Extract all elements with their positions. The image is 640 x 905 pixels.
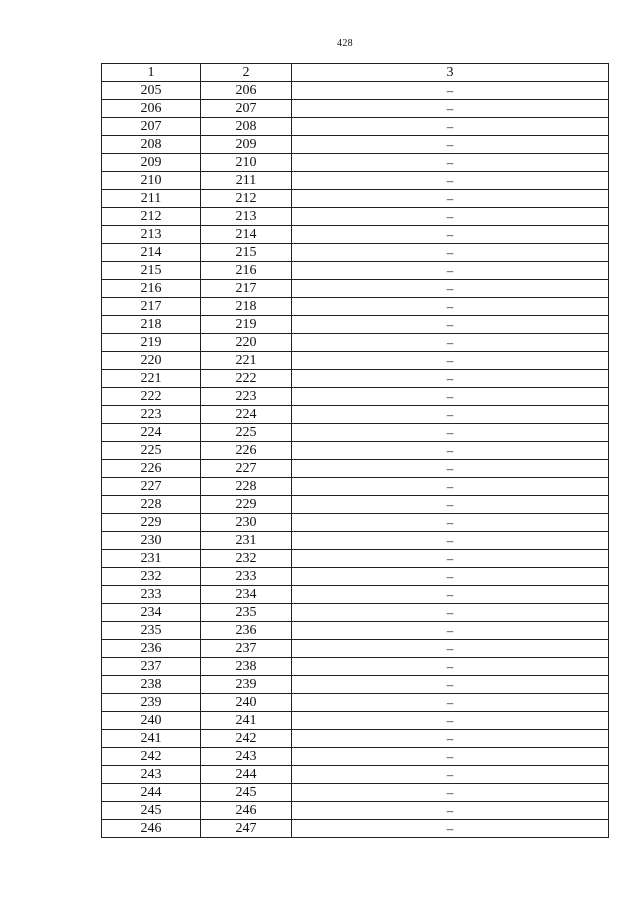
- table-cell-col2: 210: [201, 154, 292, 172]
- table-cell-col1: 215: [102, 262, 201, 280]
- table-cell-col3: –: [292, 514, 609, 532]
- table-row: [102, 820, 609, 838]
- table-row: [102, 370, 609, 388]
- table-cell-col1: 212: [102, 208, 201, 226]
- table-cell-col1: 208: [102, 136, 201, 154]
- table-cell-col2: 241: [201, 712, 292, 730]
- table-cell-col2: 244: [201, 766, 292, 784]
- table-row: [102, 460, 609, 478]
- table-cell-col1: 210: [102, 172, 201, 190]
- table-row: [102, 226, 609, 244]
- table-cell-col1: 243: [102, 766, 201, 784]
- table-row: [102, 118, 609, 136]
- table-row: [102, 478, 609, 496]
- table-cell-col2: 224: [201, 406, 292, 424]
- table-row: [102, 190, 609, 208]
- table-cell-col1: 242: [102, 748, 201, 766]
- table-cell-col1: 225: [102, 442, 201, 460]
- table-row: [102, 208, 609, 226]
- table-cell-col1: 246: [102, 820, 201, 838]
- table-cell-col2: 245: [201, 784, 292, 802]
- table-cell-col3: –: [292, 262, 609, 280]
- column-header-1: 1: [102, 64, 201, 82]
- table-cell-col2: 227: [201, 460, 292, 478]
- column-header-2: 2: [201, 64, 292, 82]
- table-row: [102, 730, 609, 748]
- table-cell-col3: –: [292, 352, 609, 370]
- table-row: [102, 676, 609, 694]
- table-cell-col2: 221: [201, 352, 292, 370]
- table-cell-col3: –: [292, 586, 609, 604]
- table-cell-col1: 221: [102, 370, 201, 388]
- table-cell-col3: –: [292, 334, 609, 352]
- table-cell-col2: 207: [201, 100, 292, 118]
- table-cell-col2: 238: [201, 658, 292, 676]
- table-cell-col3: –: [292, 622, 609, 640]
- table-cell-col1: 244: [102, 784, 201, 802]
- table-row: [102, 496, 609, 514]
- table-cell-col3: –: [292, 424, 609, 442]
- table-cell-col1: 232: [102, 568, 201, 586]
- table-cell-col1: 227: [102, 478, 201, 496]
- table-cell-col1: 230: [102, 532, 201, 550]
- table-row: [102, 568, 609, 586]
- table-cell-col2: 223: [201, 388, 292, 406]
- table-row: [102, 100, 609, 118]
- header-row: [102, 64, 609, 82]
- table-cell-col3: –: [292, 82, 609, 100]
- table-cell-col1: 213: [102, 226, 201, 244]
- table-row: [102, 694, 609, 712]
- table-cell-col2: 246: [201, 802, 292, 820]
- table-cell-col2: 232: [201, 550, 292, 568]
- table-cell-col2: 219: [201, 316, 292, 334]
- table-cell-col3: –: [292, 694, 609, 712]
- table-cell-col3: –: [292, 658, 609, 676]
- table-row: [102, 298, 609, 316]
- table-row: [102, 424, 609, 442]
- table-cell-col3: –: [292, 820, 609, 838]
- table-cell-col2: 214: [201, 226, 292, 244]
- table-row: [102, 802, 609, 820]
- table-row: [102, 748, 609, 766]
- table-cell-col1: 233: [102, 586, 201, 604]
- table-row: [102, 622, 609, 640]
- table-cell-col3: –: [292, 496, 609, 514]
- table-cell-col1: 229: [102, 514, 201, 532]
- table-cell-col1: 239: [102, 694, 201, 712]
- table-cell-col1: 237: [102, 658, 201, 676]
- table-row: [102, 172, 609, 190]
- table-cell-col3: –: [292, 568, 609, 586]
- table-cell-col3: –: [292, 676, 609, 694]
- table-cell-col2: 217: [201, 280, 292, 298]
- table-row: [102, 388, 609, 406]
- table-cell-col1: 211: [102, 190, 201, 208]
- table-row: [102, 784, 609, 802]
- table-cell-col2: 222: [201, 370, 292, 388]
- table-row: [102, 406, 609, 424]
- table-cell-col3: –: [292, 316, 609, 334]
- table-row: [102, 154, 609, 172]
- table-cell-col3: –: [292, 208, 609, 226]
- table-cell-col2: 236: [201, 622, 292, 640]
- table-row: [102, 766, 609, 784]
- table-cell-col3: –: [292, 154, 609, 172]
- table-cell-col2: 237: [201, 640, 292, 658]
- column-header-3: 3: [292, 64, 609, 82]
- table-cell-col2: 231: [201, 532, 292, 550]
- table-row: [102, 82, 609, 100]
- table-cell-col1: 216: [102, 280, 201, 298]
- table-cell-col3: –: [292, 136, 609, 154]
- table-cell-col1: 238: [102, 676, 201, 694]
- table-cell-col3: –: [292, 118, 609, 136]
- table-cell-col1: 241: [102, 730, 201, 748]
- table-cell-col3: –: [292, 406, 609, 424]
- table-header: [102, 64, 609, 82]
- table-cell-col1: 226: [102, 460, 201, 478]
- table-row: [102, 442, 609, 460]
- table-cell-col1: 240: [102, 712, 201, 730]
- table-cell-col3: –: [292, 226, 609, 244]
- table-body: [102, 82, 609, 838]
- table-cell-col1: 228: [102, 496, 201, 514]
- table-row: [102, 352, 609, 370]
- table-row: [102, 712, 609, 730]
- table-cell-col3: –: [292, 604, 609, 622]
- data-table: [101, 63, 609, 838]
- table-cell-col2: 218: [201, 298, 292, 316]
- table-cell-col3: –: [292, 784, 609, 802]
- table-cell-col3: –: [292, 100, 609, 118]
- table-cell-col3: –: [292, 532, 609, 550]
- table-cell-col3: –: [292, 550, 609, 568]
- table-cell-col3: –: [292, 802, 609, 820]
- table-cell-col2: 225: [201, 424, 292, 442]
- table-cell-col2: 213: [201, 208, 292, 226]
- table-cell-col2: 242: [201, 730, 292, 748]
- table-cell-col2: 211: [201, 172, 292, 190]
- table-row: [102, 658, 609, 676]
- table-cell-col3: –: [292, 280, 609, 298]
- table-cell-col2: 226: [201, 442, 292, 460]
- table-cell-col2: 215: [201, 244, 292, 262]
- table-cell-col3: –: [292, 172, 609, 190]
- table-cell-col3: –: [292, 190, 609, 208]
- table-cell-col2: 233: [201, 568, 292, 586]
- table-cell-col2: 212: [201, 190, 292, 208]
- table-cell-col3: –: [292, 370, 609, 388]
- table-cell-col1: 209: [102, 154, 201, 172]
- table-row: [102, 550, 609, 568]
- table-cell-col1: 222: [102, 388, 201, 406]
- table-cell-col1: 236: [102, 640, 201, 658]
- table-row: [102, 334, 609, 352]
- table-cell-col2: 234: [201, 586, 292, 604]
- table-cell-col3: –: [292, 478, 609, 496]
- table-row: [102, 532, 609, 550]
- table-cell-col1: 219: [102, 334, 201, 352]
- table-cell-col1: 235: [102, 622, 201, 640]
- table-cell-col2: 228: [201, 478, 292, 496]
- table-cell-col1: 218: [102, 316, 201, 334]
- table-row: [102, 640, 609, 658]
- table-cell-col3: –: [292, 640, 609, 658]
- page-number: 428: [337, 38, 353, 49]
- table-cell-col1: 231: [102, 550, 201, 568]
- table-cell-col3: –: [292, 442, 609, 460]
- table-cell-col1: 205: [102, 82, 201, 100]
- table-cell-col1: 220: [102, 352, 201, 370]
- table-cell-col1: 207: [102, 118, 201, 136]
- table-cell-col2: 243: [201, 748, 292, 766]
- table-row: [102, 586, 609, 604]
- table-cell-col2: 247: [201, 820, 292, 838]
- table-cell-col2: 220: [201, 334, 292, 352]
- table-cell-col2: 216: [201, 262, 292, 280]
- table-cell-col2: 239: [201, 676, 292, 694]
- table-cell-col2: 206: [201, 82, 292, 100]
- table-row: [102, 244, 609, 262]
- table-cell-col3: –: [292, 748, 609, 766]
- table-cell-col1: 214: [102, 244, 201, 262]
- table-cell-col2: 209: [201, 136, 292, 154]
- table-cell-col3: –: [292, 298, 609, 316]
- table-cell-col2: 229: [201, 496, 292, 514]
- table-cell-col3: –: [292, 712, 609, 730]
- table-row: [102, 514, 609, 532]
- table-row: [102, 604, 609, 622]
- table-row: [102, 262, 609, 280]
- table-cell-col2: 235: [201, 604, 292, 622]
- table-cell-col2: 230: [201, 514, 292, 532]
- table-cell-col3: –: [292, 460, 609, 478]
- table-cell-col3: –: [292, 730, 609, 748]
- table-cell-col2: 208: [201, 118, 292, 136]
- table-cell-col3: –: [292, 766, 609, 784]
- table-row: [102, 136, 609, 154]
- table-cell-col3: –: [292, 388, 609, 406]
- table-cell-col1: 234: [102, 604, 201, 622]
- table-cell-col1: 206: [102, 100, 201, 118]
- table-cell-col1: 224: [102, 424, 201, 442]
- table-cell-col1: 217: [102, 298, 201, 316]
- table-cell-col3: –: [292, 244, 609, 262]
- table-row: [102, 316, 609, 334]
- table-row: [102, 280, 609, 298]
- table-cell-col1: 245: [102, 802, 201, 820]
- table-cell-col1: 223: [102, 406, 201, 424]
- table-cell-col2: 240: [201, 694, 292, 712]
